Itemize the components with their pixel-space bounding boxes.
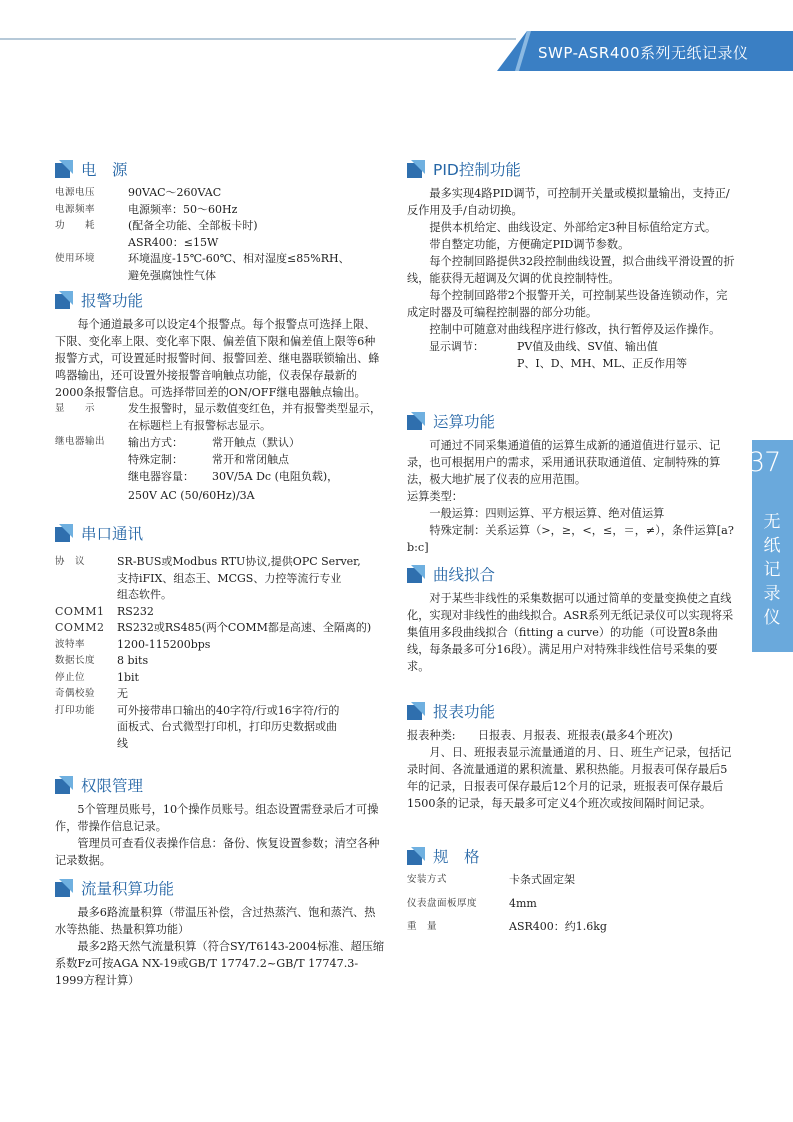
section-flow — [55, 877, 385, 989]
spec-key: 仪表盘面板厚度 — [407, 897, 478, 909]
paragraph: 控制中可随意对曲线程序进行修改，执行暂停及运作操作。 — [429, 323, 721, 336]
relay-value: 30V/5A Dc (电阻负载)， — [212, 470, 339, 483]
spec-value: 1200-115200bps — [117, 637, 211, 651]
spec-value: 可外接带串口输出的40字符/行或16字符/行的 面板式、台式微型打印机，打印历史数据或曲 线 — [117, 703, 340, 750]
section-auth — [55, 774, 385, 869]
paragraph: 每个控制回路提供32段控制曲线设置，拟合曲线平滑设置的折线，能获得无超调及欠调的优良控制特性。 — [407, 255, 735, 285]
paragraph: 运算类型： — [407, 490, 463, 503]
spec-value: 环境温度-15℃-60℃、相对湿度≤85%RH、 避免强腐蚀性气体 — [128, 252, 350, 282]
paragraph: 报表种类: 日报表、月报表、班报表(最多4个班次) — [407, 729, 673, 742]
spec-value: 1bit — [117, 670, 139, 684]
spec-value: 发生报警时，显示数值变红色，并有报警类型显示，在标题栏上有报警标志显示。 — [128, 402, 381, 432]
spec-value: 卡条式固定架 — [509, 873, 575, 886]
spec-value: (配备全功能、全部板卡时) ASR400：≤15W — [128, 219, 258, 249]
paragraph: 带自整定功能，方便确定PID调节参数。 — [429, 238, 630, 251]
section-title: 曲线拟合 — [433, 566, 496, 584]
spec-key: 显示调节： — [429, 340, 484, 353]
section-alarm — [55, 289, 385, 504]
paragraph: 提供本机给定、曲线设定、外部给定3种目标值给定方式。 — [429, 221, 717, 234]
header-rule — [0, 38, 516, 40]
relay-value: 常开触点（默认） — [212, 436, 300, 449]
spec-key: 使用环境 — [55, 253, 96, 264]
spec-key: COMM1 — [55, 604, 105, 618]
spec-key: 奇偶校验 — [55, 688, 96, 699]
relay-label: 继电器容量： — [128, 470, 194, 483]
paragraph: 每个控制回路带2个报警开关，可控制某些设备连锁动作，完成定时器及可编程控制器的部分功能。 — [407, 289, 728, 319]
paragraph: 对于某些非线性的采集数据可以通过简单的变量变换使之直线化，实现对非线性的曲线拟合。ASR系列无纸记录仪可以实现将采集值用多段曲线拟合（fitting a curve）的功能（可设置8条曲线，每条最多可分16段）。满足用户对特殊非线性信号采集的要求。 — [407, 592, 734, 673]
spec-value: ASR400：约1.6kg — [509, 920, 607, 933]
spec-key: 协 议 — [55, 556, 86, 567]
section-icon — [55, 776, 73, 794]
section-title: 报表功能 — [433, 703, 496, 721]
chapter-title: 无纸记录仪 — [763, 512, 781, 628]
spec-key: 功 耗 — [55, 220, 96, 231]
spec-key: 安装方式 — [407, 874, 448, 885]
section-icon — [55, 879, 73, 897]
spec-value: PV值及曲线、SV值、输出值 — [517, 340, 658, 353]
section-icon — [407, 702, 425, 720]
spec-value: 8 bits — [117, 654, 149, 667]
paragraph: 每个通道最多可以设定4个报警点。每个报警点可选择上限、下限、变化率上限、变化率下限、偏差值下限和偏差值上限等6种报警方式，可设置延时报警时间、报警回差、继电器联锁输出、蜂鸣器输出，还可设置外接报警音响触点功能，仪表保存最新的2000条报警信息。可选择带回差的ON/OFF继电器触点输出。 — [55, 318, 380, 399]
spec-value: RS232 — [117, 604, 154, 618]
section-icon — [55, 291, 73, 309]
section-title: 电 源 — [81, 161, 128, 179]
section-icon — [55, 160, 73, 178]
section-icon — [407, 565, 425, 583]
section-icon — [407, 160, 425, 178]
paragraph: 特殊定制：关系运算（>，≥，<，≤，＝，≠），条件运算[a?b:c] — [407, 524, 734, 554]
section-pid — [407, 158, 737, 372]
section-icon — [407, 847, 425, 865]
paragraph: 5个管理员账号，10个操作员账号。组态设置需登录后才可操作，带操作信息记录。 — [55, 803, 379, 833]
spec-key: 打印功能 — [55, 704, 96, 716]
section-title: 权限管理 — [81, 777, 144, 795]
section-serial — [55, 522, 385, 752]
spec-key: 数据长度 — [55, 655, 96, 666]
paragraph: 最多6路流量积算（带温压补偿，含过热蒸汽、饱和蒸汽、热水等热能、热量积算功能） — [55, 906, 376, 936]
spec-key: 显 示 — [55, 403, 96, 414]
section-icon — [407, 412, 425, 430]
spec-key: COMM2 — [55, 621, 105, 634]
spec-value: SR-BUS或Modbus RTU协议,提供OPC Server, 支持iFIX、组态王、MCGS、力控等流行专业 组态软件。 — [117, 555, 361, 601]
relay-label: 输出方式： — [128, 436, 183, 449]
spec-value: 90VAC～260VAC — [128, 186, 222, 199]
relay-value: 常开和常闭触点 — [212, 453, 289, 466]
spec-value: P、I、D、MH、ML、正反作用等 — [517, 357, 687, 370]
paragraph: 最多2路天然气流量积算（符合SY/T6143-2004标准、超压缩系数Fz可按AGA NX-19或GB/T 17747.2~GB/T 17747.3-1999方程计算） — [55, 940, 385, 987]
spec-value: 4mm — [509, 896, 537, 910]
spec-key: 继电器输出 — [55, 436, 106, 447]
spec-key: 重 量 — [407, 921, 438, 932]
relay-label: 特殊定制： — [128, 453, 183, 466]
spec-value: 无 — [117, 687, 128, 700]
spec-key: 波特率 — [55, 638, 86, 650]
spec-key: 停止位 — [55, 671, 86, 683]
section-title: 运算功能 — [433, 413, 496, 431]
paragraph: 月、日、班报表显示流量通道的月、日、班生产记录，包括记录时间、各流量通道的累积流量、累积热能。月报表可保存最后5年的记录，日报表可保存最后12个月的记录，班报表可保存最后1500条的记录，每天最多可定义4个班次或按间隔时间记录。 — [407, 746, 732, 810]
section-curve — [407, 563, 737, 675]
section-calc — [407, 410, 737, 556]
section-title: 流量积算功能 — [81, 880, 175, 898]
section-spec — [407, 845, 737, 936]
section-report — [407, 700, 737, 812]
page-number: 37 — [748, 447, 781, 478]
section-title: 规 格 — [433, 848, 480, 866]
relay-value: 250V AC (50/60Hz)/3A — [128, 489, 255, 502]
section-power — [55, 158, 385, 284]
paragraph: 可通过不同采集通道值的运算生成新的通道值进行显示、记录，也可根据用户的需求，采用通讯获取通道值、定制特殊的算法，极大地扩展了仪表的应用范围。 — [407, 439, 721, 486]
section-title: 串口通讯 — [81, 525, 144, 543]
section-title: 报警功能 — [81, 292, 144, 310]
page-header-title: SWP-ASR400系列无纸记录仪 — [538, 44, 749, 62]
spec-value: RS232或RS485(两个COMM都是高速、全隔离的) — [117, 621, 372, 634]
spec-key: 电源频率 — [55, 203, 96, 215]
paragraph: 管理员可查看仪表操作信息：备份、恢复设置参数；清空各种记录数据。 — [55, 837, 380, 867]
paragraph: 最多实现4路PID调节，可控制开关量或模拟量输出，支持正/反作用及手/自动切换。 — [407, 187, 730, 217]
spec-key: 电源电压 — [55, 187, 96, 198]
spec-value: 电源频率：50～60Hz — [128, 202, 238, 216]
paragraph: 一般运算：四则运算、平方根运算、绝对值运算 — [429, 507, 665, 520]
section-title: PID控制功能 — [433, 161, 521, 179]
section-icon — [55, 524, 73, 542]
